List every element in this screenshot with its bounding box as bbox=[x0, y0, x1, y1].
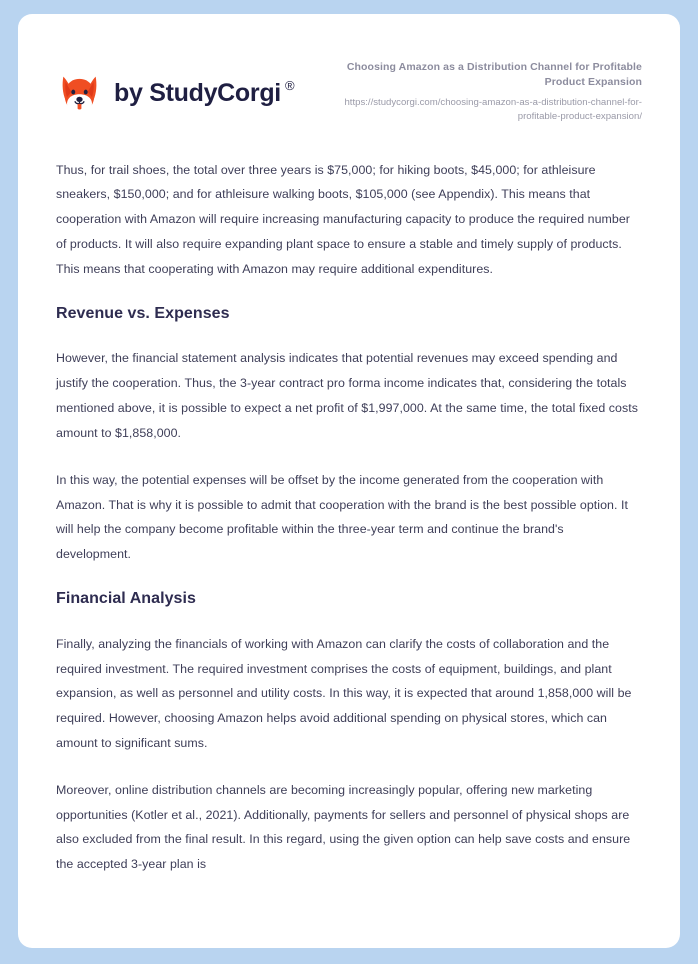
document-header bbox=[18, 14, 680, 124]
brand-name-text: by StudyCorgi bbox=[114, 79, 281, 107]
corgi-logo-icon bbox=[56, 70, 103, 117]
section-heading: Revenue vs. Expenses bbox=[56, 304, 230, 322]
document-body bbox=[18, 124, 680, 877]
header-meta-group bbox=[294, 58, 642, 124]
brand-logo-group bbox=[56, 58, 294, 117]
registered-trademark-icon: ® bbox=[284, 78, 295, 93]
document-source-url[interactable]: https://studycorgi.com/choosing-amazon-as-a-distribution-channel-for-profitable-product-expansion/ bbox=[344, 96, 642, 122]
body-paragraph: In this way, the potential expenses will be offset by the income generated from the cooperation with Amazon. That is why it is possible to admit that cooperation with the brand is the best possible option. It will help the company become profitable within the three-year term and continue the brand's development. bbox=[56, 472, 628, 562]
document-title: Choosing Amazon as a Distribution Channel for Profitable Product Expansion bbox=[346, 61, 642, 88]
body-paragraph: However, the financial statement analysis indicates that potential revenues may exceed spending and justify the cooperation. Thus, the 3-year contract pro forma income indicates that, considering the totals mentioned above, it is possible to expect a net profit of $1,997,000. At the same time, the total fixed costs amount to $1,858,000. bbox=[56, 351, 638, 440]
body-paragraph: Finally, analyzing the financials of working with Amazon can clarify the costs of collaboration and the required investment. The required investment comprises the costs of equipment, buildings, and plant expansion, as well as personnel and utility costs. In this way, it is expected that around 1,858,000 will be required. However, choosing Amazon helps avoid additional spending on physical stores, which can amount to significant sums. bbox=[56, 636, 632, 751]
body-paragraph: Thus, for trail shoes, the total over three years is $75,000; for hiking boots, $45,000; for athleisure sneakers, $150,000; and for athleisure walking boots, $105,000 (see Appendix). This means that cooperation with Amazon will require increasing manufacturing capacity to produce the required number of products. It will also require expanding plant space to ensure a stable and timely supply of products. This means that cooperating with Amazon may require additional expenditures. bbox=[56, 162, 630, 276]
section-heading: Financial Analysis bbox=[56, 589, 196, 607]
brand-wordmark bbox=[114, 78, 295, 107]
document-page-card bbox=[18, 14, 680, 948]
body-paragraph: Moreover, online distribution channels are becoming increasingly popular, offering new marketing opportunities (Kotler et al., 2021). Additionally, payments for sellers and personnel of physical shops are also excluded from the final result. In this regard, using the given option can help save costs and ensure the accepted 3-year plan is bbox=[56, 782, 631, 872]
